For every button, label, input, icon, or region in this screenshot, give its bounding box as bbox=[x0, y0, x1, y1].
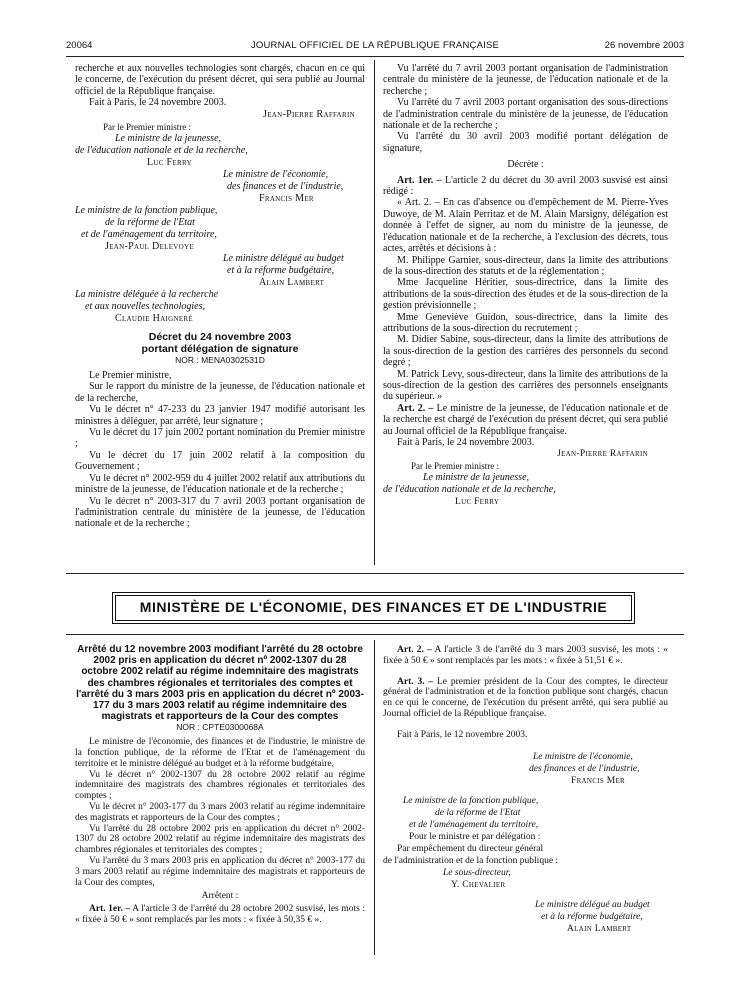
paragraph: Vu le décret n° 47-233 du 23 janvier 1947 modifié autorisant les ministres à déléguer, par arrêté, leur signature ; bbox=[75, 404, 365, 427]
page-header bbox=[66, 40, 684, 54]
article-label: Art. 1er. – bbox=[397, 174, 442, 186]
decree-title: portant délégation de signature bbox=[141, 342, 299, 355]
delegation-item: M. Philippe Garnier, sous-directeur, dans la limite des attributions de la sous-direction des statuts et de la réglementation ; bbox=[383, 254, 668, 277]
arrete-title: Arrêté du 12 novembre 2003 modifiant l'arrêté du 28 octobre 2002 pris en application du décret nº 2002-1307 du 28 octobre 2002 relatif au régime indemnitaire des magistrats des chambres régionales et territoriales des comptes et l'arrêté du 3 mars 2003 pris en application du décret nº 2003-177 du 3 mars 2003 relatif au régime indemnitaire des magistrats et rapporteurs de la Cour des comptes bbox=[76, 644, 364, 723]
article-label: Art. 3. – bbox=[397, 676, 434, 687]
article-2: Art. 2. – Le ministre de la jeunesse, de l'éducation nationale et de la recherche est chargé de l'exécution du présent décret, qui sera publié au Journal officiel de la République française. bbox=[383, 402, 668, 437]
article-2-quote: « Art. 2. – En cas d'absence ou d'empêchement de M. Pierre-Yves Duwoye, de M. Alain Perritaz et de M. Alain Marsigny, délégation est donnée à l'effet de signer, au nom du ministre de la jeunesse, de l'éducation nationale et de la recherche, à l'exclusion des décrets, tous actes, arrêtés et décisions à : bbox=[383, 197, 668, 255]
paragraph: Vu le décret du 17 juin 2002 relatif à la composition du Gouvernement ; bbox=[75, 449, 365, 473]
minister-title: Le ministre de la fonction publique, bbox=[75, 204, 218, 216]
minister-title: de la réforme de l'Etat bbox=[105, 216, 195, 228]
signature-lambert: Alain Lambert bbox=[567, 923, 632, 934]
article-3: Art. 3. – Le premier président de la Cour des comptes, le directeur général de l'administration et de la fonction publique sont chargés, chacun en ce qui le concerne, de l'exécution du présent arrêté, qui sera publié au Journal officiel de la République française. bbox=[383, 676, 669, 719]
minister-title: Le ministre délégué au budget bbox=[223, 252, 344, 264]
signature-mer: Francis Mer bbox=[571, 775, 626, 786]
ministry-banner: MINISTÈRE DE L'ÉCONOMIE, DES FINANCES ET DE L'INDUSTRIE bbox=[115, 595, 632, 621]
minister-title: Le ministre de l'économie, bbox=[533, 751, 633, 762]
journal-title: JOURNAL OFFICIEL DE LA RÉPUBLIQUE FRANÇAISE bbox=[250, 40, 500, 51]
nor-reference: NOR : MENA0302531D bbox=[175, 354, 265, 365]
signature-raffarin: Jean-Pierre Raffarin bbox=[263, 108, 355, 120]
top-left-column bbox=[75, 63, 365, 530]
issue-date: 26 novembre 2003 bbox=[604, 40, 684, 51]
minister-title: Le ministre de la jeunesse, bbox=[423, 472, 530, 484]
paragraph: Vu le décret n° 2002-959 du 4 juillet 2002 relatif aux attributions du ministre de la jeunesse, de l'éducation nationale et de la recherche ; bbox=[75, 472, 365, 496]
paragraph: Vu le décret n° 2002-1307 du 28 octobre 2002 relatif au régime indemnitaire des magistrats des chambres régionales et territoriales des comptes ; bbox=[75, 769, 365, 802]
signature-delevoye: Jean-Paul Delevoye bbox=[105, 240, 194, 252]
paragraph: Vu le décret n° 2003-317 du 7 avril 2003 portant organisation de l'administration centrale du ministère de la jeunesse, de l'éducation nationale et de la recherche ; bbox=[75, 495, 365, 530]
delegation-item: M. Didier Sabine, sous-directeur, dans la limite des attributions de la sous-direction de la gestion des carrières des personnels du second degré ; bbox=[383, 334, 668, 369]
paragraph: Le Premier ministre, bbox=[89, 370, 172, 382]
minister-title: de l'éducation nationale et de la recherche, bbox=[383, 484, 556, 496]
delegation-item: Mme Jacqueline Héritier, sous-directrice, dans la limite des attributions de la sous-direction des études et de la sous-direction de la gestion prévisionnelle ; bbox=[383, 277, 668, 312]
minister-title: et de l'aménagement du territoire, bbox=[81, 228, 217, 240]
paragraph: Le ministre de l'économie, des finances et de l'industrie, le ministre de la fonction publique, de la réforme de l'Etat et de l'aménagement du territoire et le ministre délégué au budget et à la réforme budgétaire, bbox=[75, 737, 365, 769]
minister-title: Le ministre de la jeunesse, bbox=[115, 132, 222, 144]
par-premier-ministre: Par le Premier ministre : bbox=[103, 121, 191, 132]
paragraph: Vu le décret n° 2003-177 du 3 mars 2003 relatif au régime indemnitaire des magistrats et rapporteurs de la Cour des comptes ; bbox=[75, 802, 365, 823]
column-divider bbox=[374, 60, 375, 565]
fait-date: Fait à Paris, le 24 novembre 2003. bbox=[397, 437, 535, 448]
minister-title: de la réforme de l'Etat bbox=[435, 807, 521, 818]
intro-text: recherche et aux nouvelles technologies sont chargés, chacun en ce qui le concerne, de l'exécution du présent décret, qui sera publié au Journal officiel de la République française. bbox=[75, 63, 365, 97]
minister-title: des finances et de l'industrie, bbox=[529, 763, 640, 774]
arretent-label: Arrêtent : bbox=[201, 891, 239, 902]
article-1: Art. 1er. – L'article 2 du décret du 30 avril 2003 susvisé est ainsi rédigé : bbox=[383, 174, 669, 198]
bottom-left-column bbox=[75, 644, 365, 926]
sous-directeur-title: Le sous-directeur, bbox=[443, 867, 511, 878]
delegation-item: Mme Geneviève Guidon, sous-directrice, dans la limite des attributions de la sous-direction du recrutement ; bbox=[383, 311, 668, 334]
paragraph: Vu l'arrêté du 30 avril 2003 modifié portant délégation de signature, bbox=[383, 131, 668, 154]
nor-reference: NOR : CPTE0300068A bbox=[176, 722, 264, 733]
minister-title: et aux nouvelles technologies, bbox=[85, 300, 205, 312]
signature-raffarin: Jean-Pierre Raffarin bbox=[557, 449, 648, 460]
minister-title: des finances et de l'industrie, bbox=[227, 180, 344, 192]
section-rule bbox=[66, 573, 684, 574]
signature-lambert: Alain Lambert bbox=[259, 276, 325, 288]
paragraph: Sur le rapport du ministre de la jeunesse, de l'éducation nationale et de la recherche, bbox=[75, 381, 365, 404]
column-divider bbox=[374, 640, 375, 955]
delegation-line: de l'administration et de la fonction publique : bbox=[383, 855, 559, 866]
signature-ferry: Luc Ferry bbox=[455, 497, 500, 508]
page-number: 20064 bbox=[66, 40, 93, 51]
minister-title: de l'éducation nationale et de la recherche, bbox=[75, 144, 248, 156]
par-premier-ministre: Par le Premier ministre : bbox=[411, 461, 499, 472]
paragraph: Vu le décret du 17 juin 2002 portant nomination du Premier ministre ; bbox=[75, 427, 365, 450]
fait-date: Fait à Paris, le 24 novembre 2003. bbox=[89, 97, 227, 109]
bottom-right-column bbox=[383, 645, 668, 935]
decree-title: Décret du 24 novembre 2003 bbox=[148, 330, 292, 343]
article-label: Art. 2. – bbox=[397, 402, 434, 414]
paragraph: Vu l'arrêté du 7 avril 2003 portant organisation de l'administration centrale du ministère de la jeunesse, de l'éducation nationale et de la recherche ; bbox=[383, 63, 668, 97]
delegation-line: Pour le ministre et par délégation : bbox=[409, 831, 541, 842]
signature-mer: Francis Mer bbox=[259, 192, 314, 204]
section-rule bbox=[66, 634, 684, 635]
paragraph: Vu l'arrêté du 7 avril 2003 portant organisation des sous-directions de l'administration centrale du ministère de la jeunesse, de l'éducation nationale et de la recherche ; bbox=[383, 97, 668, 132]
minister-title: Le ministre de la fonction publique, bbox=[403, 795, 539, 806]
article-label: Art. 1er. – bbox=[89, 904, 131, 915]
fait-date: Fait à Paris, le 12 novembre 2003. bbox=[397, 729, 528, 740]
decrete-label: Décrète : bbox=[507, 159, 544, 171]
paragraph: Vu l'arrêté du 28 octobre 2002 pris en application du décret n° 2002-1307 du 28 octobre 2002 relatif au régime indemnitaire des magistrats des chambres régionales et territoriales des comptes ; bbox=[75, 823, 365, 856]
minister-title: et de l'aménagement du territoire, bbox=[409, 819, 539, 830]
minister-title: Le ministre de l'économie, bbox=[223, 168, 329, 180]
signature-haignere: Claudie Haigneré bbox=[115, 312, 193, 324]
header-rule bbox=[66, 56, 684, 57]
minister-title: et à la réforme budgétaire, bbox=[227, 264, 335, 276]
signature-ferry: Luc Ferry bbox=[147, 156, 192, 168]
delegation-line: Par empêchement du directeur général bbox=[397, 843, 544, 854]
minister-title: La ministre déléguée à la recherche bbox=[75, 288, 219, 300]
article-label: Art. 2. – bbox=[397, 645, 432, 655]
article-2: Art. 2. – A l'article 3 de l'arrêté du 3 mars 2003 susvisé, les mots : « fixée à 50 € » sont remplacés par les mots : « fixée à 51,51 € ». bbox=[383, 645, 669, 666]
top-right-column bbox=[383, 63, 668, 508]
article-1: Art. 1er. – A l'article 3 de l'arrêté du 28 octobre 2002 susvisé, les mots : « fixée à 50 € » sont remplacés par les mots : « fixée à 50,35 € ». bbox=[75, 904, 365, 925]
paragraph: Vu l'arrêté du 3 mars 2003 pris en application du décret n° 2003-177 du 3 mars 2003 relatif au régime indemnitaire des magistrats et rapporteurs de la Cour des comptes, bbox=[75, 855, 365, 888]
minister-title: et à la réforme budgétaire, bbox=[541, 911, 643, 922]
delegation-item: M. Patrick Levy, sous-directeur, dans la limite des attributions de la sous-direction de la gestion des carrières des personnels enseignants du supérieur. » bbox=[383, 368, 668, 403]
signature-chevalier: Y. Chevalier bbox=[451, 879, 506, 890]
minister-title: Le ministre délégué au budget bbox=[535, 899, 650, 910]
